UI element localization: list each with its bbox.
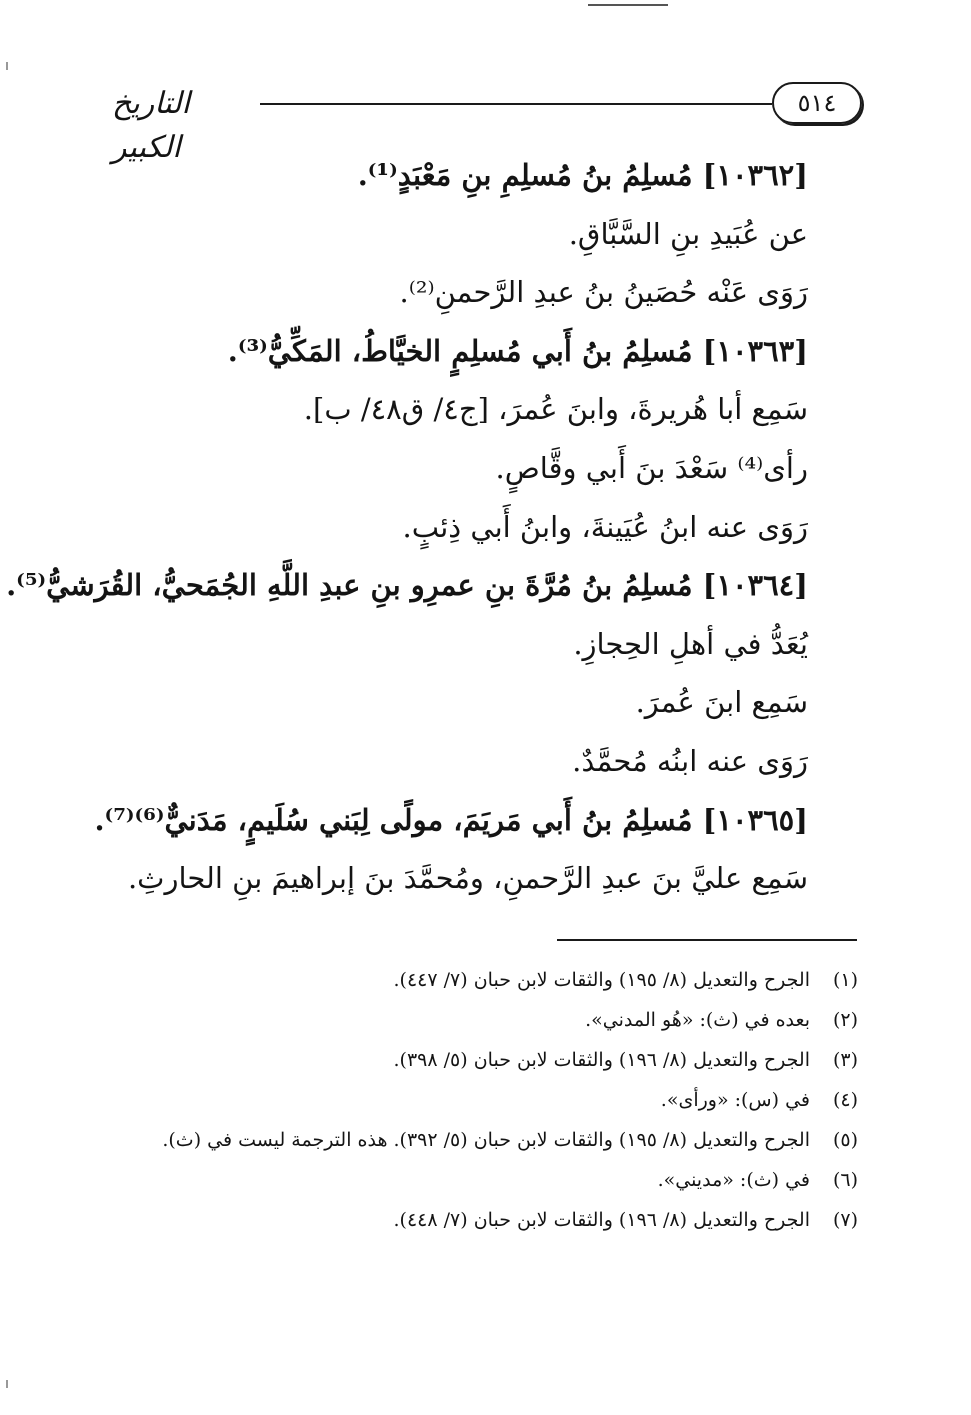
footnote-text: في (س): «ورأى». bbox=[660, 1089, 810, 1111]
text-line: عن عُبَيدِ بنِ السَّبَّاقِ. bbox=[568, 216, 808, 251]
footnote bbox=[110, 1124, 858, 1157]
text-line: رأى⁽⁴⁾ سَعْدَ بنَ أَبي وقَّاصٍ. bbox=[495, 450, 808, 485]
text-line: رَوَى عنه ابنُه مُحمَّدٌ. bbox=[572, 743, 808, 778]
footnote-separator bbox=[557, 939, 857, 941]
footnote-number: (١) bbox=[832, 969, 858, 991]
text-line: سَمِع أبا هُريرةَ، وابنَ عُمرَ، [ج٤/ ق٤٨/ ب]. bbox=[303, 392, 808, 427]
entry-heading: [١٠٣٦٣] مُسلِمُ بنُ أَبي مُسلِمٍ الخيَّاطُ، المَكِّيُّ⁽³⁾. bbox=[227, 333, 808, 368]
footnote-text: بعده في (ث): «هُو المدني». bbox=[585, 1009, 810, 1031]
footnote-text: الجرح والتعديل (٨/ ١٩٦) والثقات لابن حبان (٧/ ٤٤٨). bbox=[393, 1209, 810, 1231]
footnotes bbox=[110, 964, 858, 1244]
margin-tick bbox=[6, 1380, 8, 1388]
footnote-number: (٧) bbox=[832, 1209, 858, 1231]
entry-heading: [١٠٣٦٢] مُسلِمُ بنُ مُسلِمِ بنِ مَعْبَدٍ⁽¹⁾. bbox=[357, 158, 808, 192]
footnote-text: في (ث): «مديني». bbox=[657, 1169, 810, 1191]
footnote bbox=[110, 964, 858, 997]
footnote-number: (٥) bbox=[832, 1129, 858, 1151]
entry-heading: [١٠٣٦٥] مُسلِمُ بنُ أَبي مَريَمَ، مولًى لِبَني سُلَيمٍ، مَدَنيٌّ⁽⁶⁾⁽⁷⁾. bbox=[94, 802, 808, 837]
footnote-text: الجرح والتعديل (٨/ ١٩٦) والثقات لابن حبان (٥/ ٣٩٨). bbox=[393, 1049, 810, 1071]
footnote-number: (٤) bbox=[832, 1089, 858, 1111]
text-line: يُعَدُّ في أهلِ الحِجازِ. bbox=[573, 626, 808, 661]
footnote bbox=[110, 1004, 858, 1037]
footnote-text: الجرح والتعديل (٨/ ١٩٥) والثقات لابن حبان (٥/ ٣٩٢). هذه الترجمة ليست في (ث). bbox=[162, 1129, 810, 1151]
footnote bbox=[110, 1164, 858, 1197]
text-line: رَوَى عنه ابنُ عُيَينةَ، وابنُ أَبي ذِئبٍ. bbox=[402, 509, 808, 544]
text-line: رَوَى عَنْه حُصَينُ بنُ عبدِ الرَّحمنِ⁽²⁾. bbox=[399, 275, 808, 310]
text-line: سَمِع عليَّ بنَ عبدِ الرَّحمنِ، ومُحمَّدَ بنَ إبراهيمَ بنِ الحارثِ. bbox=[127, 861, 808, 896]
margin-tick bbox=[6, 62, 8, 70]
entry-heading: [١٠٣٦٤] مُسلِمُ بنُ مُرَّةَ بنِ عمرِو بنِ عبدِ اللَّهِ الجُمَحيُّ، القُرَشيُّ⁽⁵⁾. bbox=[6, 568, 808, 603]
top-edge-mark bbox=[588, 4, 668, 6]
page-number: ٥١٤ bbox=[772, 82, 862, 124]
text-line: سَمِع ابنَ عُمرَ. bbox=[635, 685, 808, 720]
main-text bbox=[6, 146, 808, 908]
footnote bbox=[110, 1084, 858, 1117]
footnote bbox=[110, 1044, 858, 1077]
footnote-text: الجرح والتعديل (٨/ ١٩٥) والثقات لابن حبان (٧/ ٤٤٧). bbox=[393, 969, 810, 991]
footnote-number: (٢) bbox=[832, 1009, 858, 1031]
footnote-number: (٣) bbox=[832, 1049, 858, 1071]
running-header bbox=[112, 82, 852, 165]
book-title: التاريخ الكبير bbox=[112, 86, 190, 165]
header-rule bbox=[260, 103, 772, 105]
footnote-number: (٦) bbox=[832, 1169, 858, 1191]
footnote bbox=[110, 1204, 858, 1237]
